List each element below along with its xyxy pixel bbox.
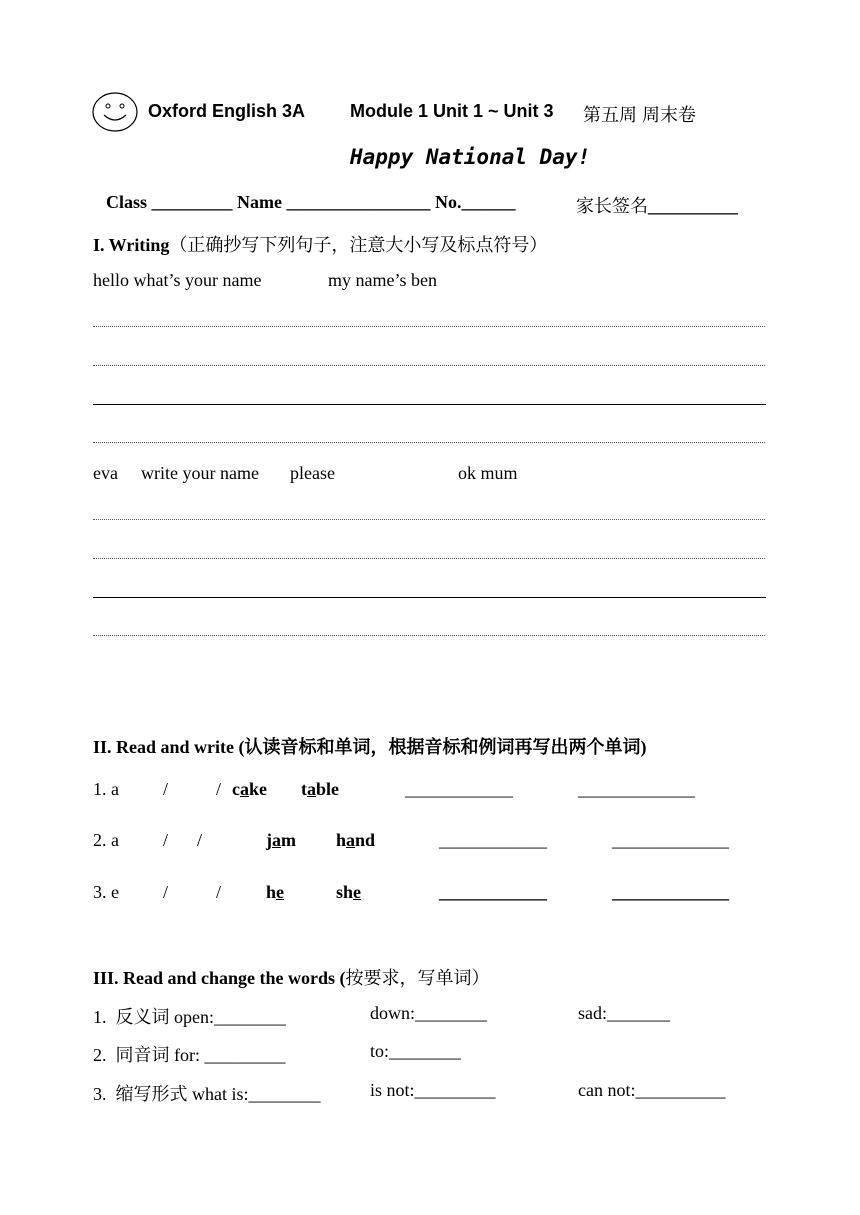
phonics-row-number: 3. e <box>93 882 119 902</box>
phonetic-slash: / <box>216 882 222 902</box>
section2-heading-en: II. Read and write ( <box>93 737 245 757</box>
writing-line[interactable] <box>93 442 765 443</box>
change-row-3-c3[interactable]: can not:__________ <box>578 1080 726 1100</box>
answer-blank[interactable]: _____________ <box>612 882 729 902</box>
writing-line[interactable] <box>93 365 765 366</box>
parent-signature-row <box>576 192 738 218</box>
student-info-row <box>106 192 516 213</box>
phonetic-slash: / <box>163 830 169 850</box>
writing-prompt-2b: write your name <box>141 463 259 483</box>
writing-line[interactable] <box>93 558 765 559</box>
example-word: she <box>336 882 362 902</box>
section1-heading-en: I. Writing <box>93 235 170 255</box>
writing-line[interactable] <box>93 635 765 636</box>
smiley-face-icon <box>92 92 138 132</box>
writing-baseline[interactable] <box>93 404 766 405</box>
example-word: table <box>301 779 340 799</box>
name-label: Name <box>237 192 282 212</box>
writing-prompt-2d: ok mum <box>458 463 518 483</box>
writing-prompt-2c: please <box>290 463 335 483</box>
answer-blank[interactable]: ____________ <box>439 830 547 850</box>
writing-prompt-1b: my name’s ben <box>328 270 437 290</box>
no-blank[interactable]: ______ <box>461 192 516 212</box>
section1-heading <box>93 231 547 257</box>
change-row-2: 2. 同音词 for: _________ <box>93 1045 286 1065</box>
answer-blank[interactable]: _____________ <box>578 779 695 799</box>
writing-line[interactable] <box>93 326 765 327</box>
change-row-2-c2[interactable]: to:________ <box>370 1041 462 1061</box>
change-row-3-c2[interactable]: is not:_________ <box>370 1080 496 1100</box>
name-blank[interactable]: ________________ <box>286 192 431 212</box>
section2-heading-cn: 认读音标和单词，根据音标和例词再写出两个单词 <box>244 737 641 757</box>
section3-heading-cn: 按要求，写单词） <box>345 968 490 988</box>
phonetic-slash: / <box>197 830 203 850</box>
writing-prompt-2a: eva <box>93 463 118 483</box>
section3-heading <box>93 964 490 990</box>
course-title: Oxford English 3A <box>148 101 306 121</box>
phonetic-slash: / <box>163 882 169 902</box>
answer-blank[interactable]: ____________ <box>439 882 547 902</box>
writing-line[interactable] <box>93 519 765 520</box>
phonetic-slash: / <box>216 779 222 799</box>
parent-signature-blank[interactable]: __________ <box>648 196 738 216</box>
example-word: hand <box>336 830 376 850</box>
answer-blank[interactable]: _____________ <box>612 830 729 850</box>
writing-prompt-1a: hello what’s your name <box>93 270 262 290</box>
class-blank[interactable]: _________ <box>151 192 233 212</box>
module-title: Module 1 Unit 1 ~ Unit 3 <box>350 101 554 121</box>
phonics-row-number: 2. a <box>93 830 119 850</box>
example-word: cake <box>232 779 267 799</box>
page-subtitle: Happy National Day! <box>350 145 591 169</box>
change-row-1: 1. 反义词 open:________ <box>93 1007 286 1027</box>
section2-heading-end: ) <box>640 737 647 757</box>
no-label: No. <box>435 192 462 212</box>
change-row-1-c3[interactable]: sad:_______ <box>578 1003 670 1023</box>
writing-baseline[interactable] <box>93 597 766 598</box>
section1-heading-cn: （正确抄写下列句子，注意大小写及标点符号） <box>169 235 548 255</box>
parent-signature-label: 家长签名 <box>576 196 648 216</box>
change-row-3: 3. 缩写形式 what is:________ <box>93 1084 321 1104</box>
week-title: 第五周 周末卷 <box>583 105 697 125</box>
change-row-1-c2[interactable]: down:________ <box>370 1003 487 1023</box>
phonics-row-number: 1. a <box>93 779 119 799</box>
example-word: jam <box>266 830 296 850</box>
section2-heading <box>93 733 647 759</box>
phonetic-slash: / <box>163 779 169 799</box>
answer-blank[interactable]: ____________ <box>405 779 513 799</box>
smiley-logo <box>92 92 138 132</box>
class-label: Class <box>106 192 148 212</box>
section3-heading-en: III. Read and change the words ( <box>93 968 346 988</box>
example-word: he <box>266 882 285 902</box>
